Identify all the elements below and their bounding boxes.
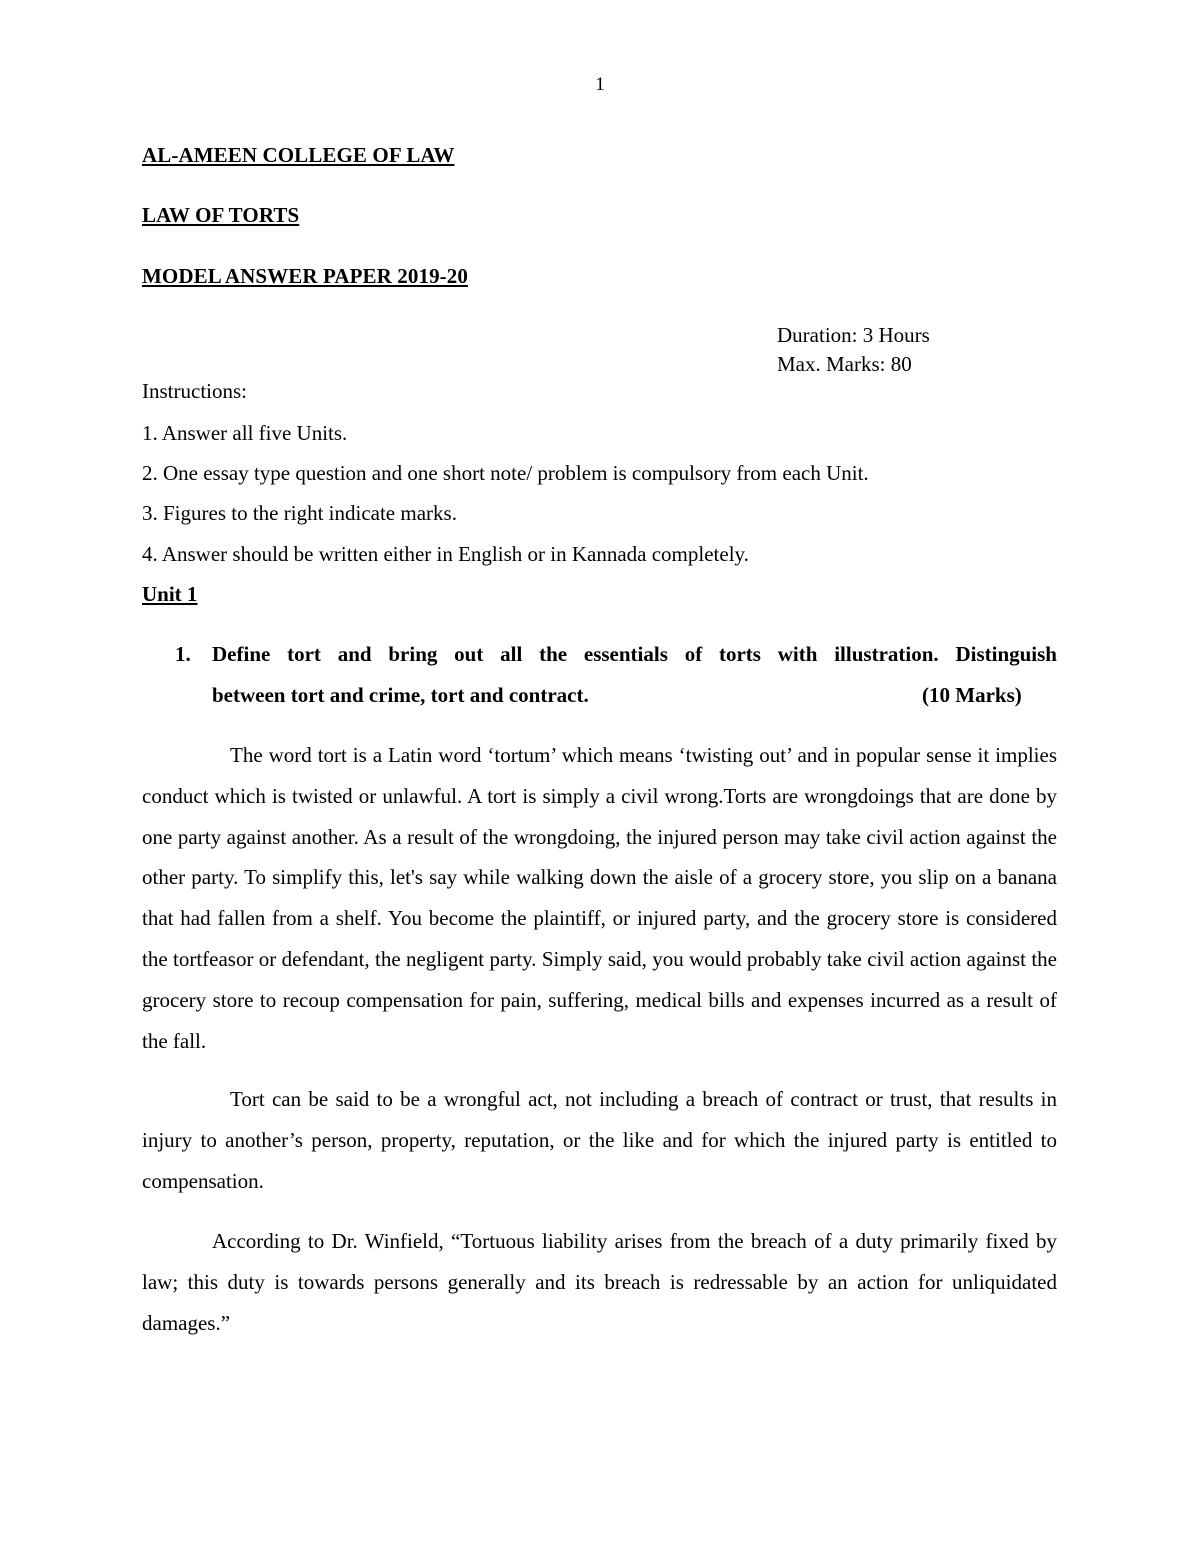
answer-paragraph: According to Dr. Winfield, “Tortuous liability arises from the breach of a duty primarily fixed by law; this duty is towards persons generally and its breach is redressable by an action for unliquidated damages.”	[142, 1229, 1057, 1335]
question-text-line-2-text: between tort and crime, tort and contract.	[212, 683, 589, 707]
answer-paragraph: The word tort is a Latin word ‘tortum’ which means ‘twisting out’ and in popular sense it implies conduct which is twisted or unlawful. A tort is simply a civil wrong.Torts are wrongdoings that are done by one party against another. As a result of the wrongdoing, the injured person may take civil action against the other party. To simplify this, let's say while walking down the aisle of a grocery store, you slip on a banana that had fallen from a shelf. You become the plaintiff, or injured party, and the grocery store is considered the tortfeasor or defendant, the negligent party. Simply said, you would probably take civil action against the grocery store to recoup compensation for pain, suffering, medical bills and expenses incurred as a result of the fall.	[142, 743, 1057, 1053]
question-text-line-1: Define tort and bring out all the essentials of torts with illustration. Distinguish	[212, 642, 1057, 666]
answer-paragraph: Tort can be said to be a wrongful act, not including a breach of contract or trust, that results in injury to another’s person, property, reputation, or the like and for which the injured party is entitled to compensation.	[142, 1087, 1057, 1193]
subject-title: LAW OF TORTS	[142, 203, 300, 227]
instruction-item: 3. Figures to the right indicate marks.	[142, 501, 457, 525]
question-marks: (10 Marks)	[922, 683, 1022, 707]
duration: Duration: 3 Hours	[777, 323, 930, 347]
page-number: 1	[595, 74, 605, 95]
instruction-item: 1. Answer all five Units.	[142, 421, 348, 445]
paper-title: MODEL ANSWER PAPER 2019-20	[142, 264, 468, 288]
max-marks: Max. Marks: 80	[777, 352, 912, 376]
question-text-line-2	[212, 683, 1057, 708]
instructions-title: Instructions:	[142, 379, 247, 403]
unit-heading: Unit 1	[142, 582, 198, 606]
instruction-item: 2. One essay type question and one short note/ problem is compulsory from each Unit.	[142, 461, 869, 485]
instruction-item: 4. Answer should be written either in English or in Kannada completely.	[142, 542, 749, 566]
college-name: AL-AMEEN COLLEGE OF LAW	[142, 143, 455, 167]
question-number: 1.	[175, 642, 191, 666]
